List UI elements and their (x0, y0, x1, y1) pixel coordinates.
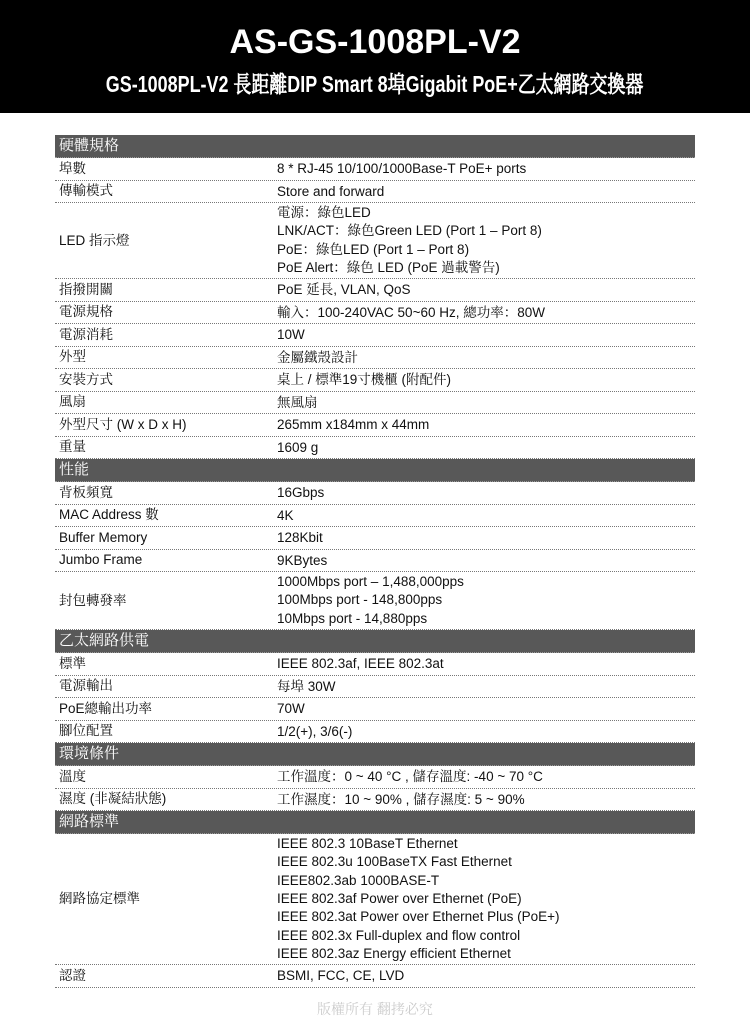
spec-row (55, 324, 695, 347)
spec-value-line: IEEE 802.3at Power over Ethernet Plus (PoE+) (277, 909, 560, 925)
spec-value-line: IEEE 802.3u 100BaseTX Fast Ethernet (277, 854, 512, 870)
spec-value-line: 輸入：100-240VAC 50~60 Hz, 總功率：80W (277, 304, 545, 320)
section-header: 硬體規格 (55, 135, 695, 158)
spec-label: 外型尺寸 (W x D x H) (59, 416, 187, 432)
spec-row (55, 572, 695, 630)
spec-label: MAC Address 數 (59, 507, 159, 523)
spec-label: 濕度 (非凝結狀態) (59, 791, 167, 807)
spec-row (55, 392, 695, 415)
section-header: 環境條件 (55, 743, 695, 766)
spec-value-line: 1000Mbps port – 1,488,000pps (277, 574, 464, 590)
spec-label: 重量 (59, 439, 86, 455)
spec-label: 電源規格 (59, 304, 113, 320)
spec-value-line: 工作濕度：10 ~ 90% , 儲存濕度: 5 ~ 90% (277, 791, 525, 807)
spec-row (55, 766, 695, 789)
spec-value (277, 203, 695, 278)
spec-row (55, 505, 695, 528)
spec-value (277, 527, 695, 549)
spec-value-line: IEEE802.3ab 1000BASE-T (277, 872, 440, 888)
spec-row (55, 834, 695, 965)
spec-value-line: PoE 延長, VLAN, QoS (277, 282, 411, 298)
spec-value (277, 482, 695, 504)
spec-value (277, 789, 695, 811)
spec-row (55, 482, 695, 505)
spec-row (55, 203, 695, 279)
spec-row (55, 369, 695, 392)
spec-value-line: 9KBytes (277, 552, 328, 568)
spec-value-line: PoE：綠色LED (Port 1 – Port 8) (277, 241, 470, 257)
spec-value-line: IEEE 802.3 10BaseT Ethernet (277, 836, 458, 852)
spec-row (55, 437, 695, 460)
spec-value-line: 128Kbit (277, 530, 323, 546)
spec-value (277, 572, 695, 629)
model-title: AS-GS-1008PL-V2 (229, 23, 521, 61)
spec-row (55, 181, 695, 204)
spec-label: PoE總輸出功率 (59, 700, 153, 716)
spec-value-line: 電源：綠色LED (277, 205, 371, 220)
spec-value (277, 414, 695, 436)
spec-value-line: IEEE 802.3af, IEEE 802.3at (277, 656, 444, 672)
spec-row (55, 965, 695, 988)
spec-value (277, 698, 695, 720)
spec-value (277, 721, 695, 743)
spec-label: 埠數 (59, 160, 86, 176)
spec-value-line: LNK/ACT：綠色Green LED (Port 1 – Port 8) (277, 223, 542, 239)
spec-label: 風扇 (59, 394, 86, 410)
spec-value (277, 965, 695, 987)
spec-row (55, 347, 695, 370)
spec-value-line: 工作溫度：0 ~ 40 °C , 儲存溫度: -40 ~ 70 °C (277, 769, 543, 785)
spec-row (55, 279, 695, 302)
section-header: 網路標準 (55, 811, 695, 834)
spec-row (55, 414, 695, 437)
spec-value (277, 302, 695, 324)
spec-label: 封包轉發率 (59, 592, 127, 608)
spec-value-line: 8 * RJ-45 10/100/1000Base-T PoE+ ports (277, 161, 527, 176)
spec-label: 外型 (59, 349, 86, 365)
title-banner (0, 0, 750, 113)
spec-label: 指撥開關 (59, 281, 113, 297)
spec-label: Jumbo Frame (59, 552, 143, 568)
spec-label: 傳輸模式 (59, 183, 113, 199)
spec-value-line: 100Mbps port - 148,800pps (277, 592, 443, 608)
spec-value-line: 16Gbps (277, 485, 325, 501)
spec-label: 腳位配置 (59, 723, 113, 739)
spec-row (55, 550, 695, 573)
spec-value-line: BSMI, FCC, CE, LVD (277, 968, 405, 984)
spec-value (277, 158, 695, 180)
spec-row (55, 302, 695, 325)
spec-value-line: 每埠 30W (277, 678, 336, 694)
spec-row (55, 158, 695, 181)
spec-row (55, 698, 695, 721)
spec-value (277, 834, 695, 964)
spec-value-line: IEEE 802.3af Power over Ethernet (PoE) (277, 890, 522, 906)
spec-value-line: 1609 g (277, 439, 319, 455)
spec-label: 標準 (59, 655, 86, 671)
spec-value-line: 無風扇 (277, 394, 318, 410)
product-subtitle: GS-1008PL-V2 長距離DIP Smart 8埠Gigabit PoE+乙太網路交換器 (106, 71, 644, 97)
section-header: 性能 (55, 459, 695, 482)
spec-value-line: 1/2(+), 3/6(-) (277, 723, 353, 739)
spec-value (277, 279, 695, 301)
spec-value-line: 10W (277, 327, 305, 343)
spec-value-line: IEEE 802.3az Energy efficient Ethernet (277, 945, 511, 961)
spec-label: 電源消耗 (59, 326, 113, 342)
spec-value-line: 桌上 / 標準19寸機櫃 (附配件) (277, 372, 452, 388)
spec-label: 電源輸出 (59, 678, 113, 694)
spec-value-line: 70W (277, 701, 305, 717)
spec-value (277, 676, 695, 698)
spec-label: 安裝方式 (59, 371, 113, 387)
spec-value-line: Store and forward (277, 183, 385, 199)
spec-value (277, 505, 695, 527)
spec-label: LED 指示燈 (59, 232, 130, 248)
spec-label: 溫度 (59, 768, 86, 784)
spec-row (55, 789, 695, 812)
spec-value (277, 392, 695, 414)
spec-value-line: IEEE 802.3x Full-duplex and flow control (277, 927, 521, 943)
copyright-footer: 版權所有 翻拷必究 (317, 1000, 433, 1017)
spec-value (277, 347, 695, 369)
spec-value (277, 550, 695, 572)
spec-value-line: 265mm x184mm x 44mm (277, 417, 430, 433)
spec-value (277, 437, 695, 459)
section-header: 乙太網路供電 (55, 630, 695, 653)
spec-label: Buffer Memory (59, 529, 148, 545)
spec-value (277, 653, 695, 675)
spec-label: 認證 (59, 967, 86, 983)
spec-row (55, 653, 695, 676)
spec-value-line: 金屬鐵殼設計 (277, 349, 358, 365)
spec-value-line: 4K (277, 507, 294, 523)
spec-row (55, 721, 695, 744)
product-subtitle-line (0, 68, 750, 100)
spec-label: 網路協定標準 (59, 891, 140, 907)
spec-value-line: PoE Alert：綠色 LED (PoE 過載警告) (277, 259, 500, 275)
spec-value (277, 181, 695, 203)
spec-row (55, 527, 695, 550)
spec-value (277, 324, 695, 346)
spec-value (277, 766, 695, 788)
spec-label: 背板頻寬 (59, 484, 113, 500)
spec-value (277, 369, 695, 391)
spec-value-line: 10Mbps port - 14,880pps (277, 610, 428, 626)
spec-row (55, 676, 695, 699)
spec-table (55, 135, 695, 988)
